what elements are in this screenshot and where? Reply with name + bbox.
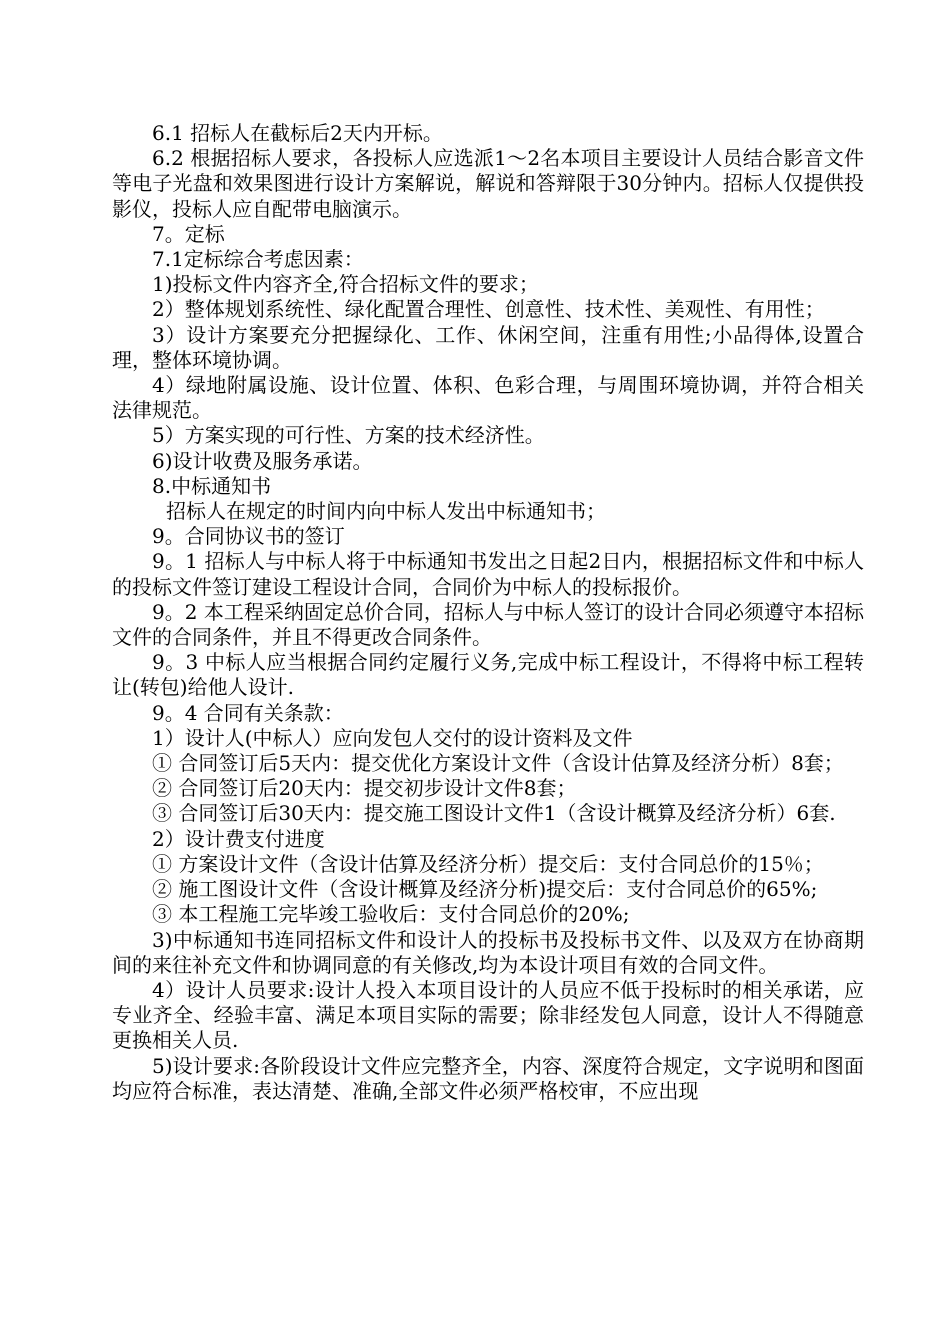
clause-5-design-requirements: 5)设计要求:各阶段设计文件应完整齐全，内容、深度符合规定，文字说明和图面均应符合标准，表达清楚、准确,全部文件必须严格校审，不应出现 [112, 1053, 864, 1103]
deliverable-item-2: ② 合同签订后20天内：提交初步设计文件8套； [152, 776, 577, 801]
criteria-item-5: 5）方案实现的可行性、方案的技术经济性。 [152, 423, 545, 448]
paragraph-9-1: 9。1 招标人与中标人将于中标通知书发出之日起2日内，根据招标文件和中标人的投标文件签订建设工程设计合同，合同价为中标人的投标报价。 [112, 549, 864, 599]
clause-2-payment: 2）设计费支付进度 [152, 826, 325, 851]
payment-item-3: ③ 本工程施工完毕竣工验收后：支付合同总价的20%; [152, 902, 630, 927]
paragraph-6-2: 6.2 根据招标人要求，各投标人应选派1～2名本项目主要设计人员结合影音文件等电子光盘和效果图进行设计方案解说，解说和答辩限于30分钟内。招标人仅提供投影仪，投标人应自配带电脑演示。 [112, 146, 864, 221]
document-page [112, 121, 864, 1104]
criteria-item-4: 4）绿地附属设施、设计位置、体积、色彩合理，与周围环境协调，并符合相关法律规范。 [112, 373, 864, 423]
heading-7-award: 7。定标 [152, 221, 225, 246]
paragraph-8-body: 招标人在规定的时间内向中标人发出中标通知书； [166, 499, 606, 524]
paragraph-9-4: 9。4 合同有关条款： [152, 700, 344, 725]
criteria-item-6: 6)设计收费及服务承诺。 [152, 448, 373, 473]
clause-4-personnel: 4）设计人员要求:设计人投入本项目设计的人员应不低于投标时的相关承诺，应专业齐全、经验丰富、满足本项目实际的需要；除非经发包人同意，设计人不得随意更换相关人员. [112, 977, 864, 1053]
criteria-item-3: 3）设计方案要充分把握绿化、工作、休闲空间，注重有用性;小品得体,设置合理，整体环境协调。 [112, 322, 864, 372]
heading-8-notice: 8.中标通知书 [152, 473, 272, 498]
payment-item-2: ② 施工图设计文件（含设计概算及经济分析)提交后：支付合同总价的65%; [152, 877, 818, 902]
criteria-item-1: 1)投标文件内容齐全,符合招标文件的要求； [152, 272, 539, 297]
deliverable-item-3: ③ 合同签订后30天内：提交施工图设计文件1（含设计概算及经济分析）6套. [152, 801, 836, 826]
paragraph-9-2: 9。2 本工程采纳固定总价合同，招标人与中标人签订的设计合同必须遵守本招标文件的合同条件，并且不得更改合同条件。 [112, 599, 864, 650]
paragraph-7-1: 7.1定标综合考虑因素： [152, 247, 364, 272]
criteria-item-2: 2）整体规划系统性、绿化配置合理性、创意性、技术性、美观性、有用性； [152, 297, 825, 322]
paragraph-6-1: 6.1 招标人在截标后2天内开标。 [152, 121, 443, 145]
deliverable-item-1: ① 合同签订后5天内：提交优化方案设计文件（含设计估算及经济分析）8套； [152, 751, 844, 776]
payment-item-1: ① 方案设计文件（含设计估算及经济分析）提交后：支付合同总价的15％； [152, 851, 824, 876]
clause-3-contract-docs: 3)中标通知书连同招标文件和设计人的投标书及投标书文件、以及双方在协商期间的来往补充文件和协调同意的有关修改,均为本设计项目有效的合同文件。 [112, 927, 864, 977]
heading-9-contract: 9。合同协议书的签订 [152, 524, 345, 549]
paragraph-9-3: 9。3 中标人应当根据合同约定履行义务,完成中标工程设计，不得将中标工程转让(转包)给他人设计. [112, 650, 864, 700]
clause-1-deliverables: 1）设计人(中标人）应向发包人交付的设计资料及文件 [152, 725, 633, 750]
